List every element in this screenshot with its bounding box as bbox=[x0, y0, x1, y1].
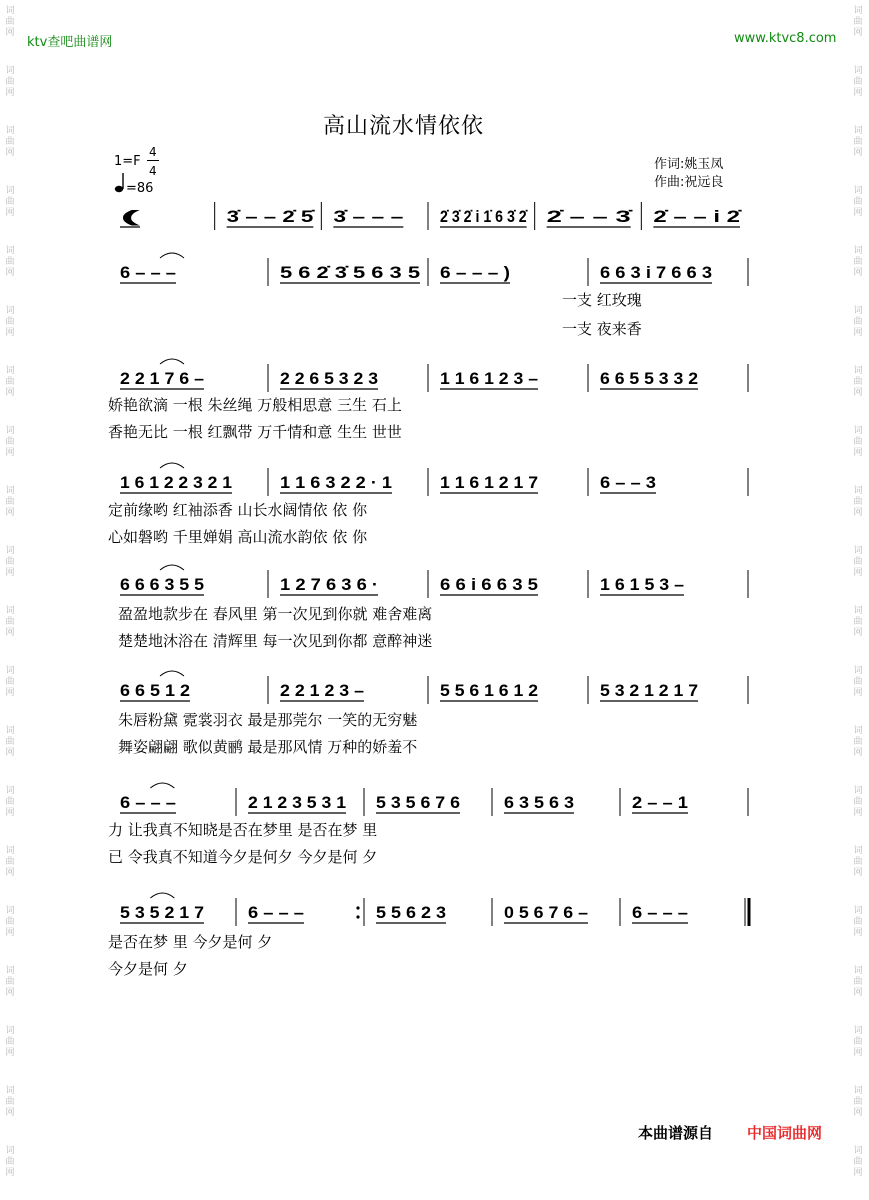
watermark-char: 曲 bbox=[853, 437, 863, 447]
watermark-char: 词 bbox=[853, 426, 863, 436]
watermark-char: 词 bbox=[5, 366, 15, 376]
watermark-char: 曲 bbox=[5, 17, 15, 27]
repeat-dot bbox=[356, 906, 359, 909]
slur bbox=[150, 893, 174, 898]
watermark-char: 网 bbox=[5, 1048, 15, 1058]
note-group: 1 1 6 3 2 2 · 1 bbox=[280, 473, 392, 492]
watermark-char: 网 bbox=[5, 88, 15, 98]
song-title: 高山流水情依依 bbox=[323, 114, 485, 139]
watermark-char: 词 bbox=[5, 6, 15, 16]
watermark-char: 曲 bbox=[5, 437, 15, 447]
note-group: 6 – – – bbox=[120, 793, 176, 812]
lyric-line-verse1: 朱唇粉黛 霓裳羽衣 最是那莞尔 一笑的无穷魅 bbox=[118, 711, 418, 729]
watermark-char: 词 bbox=[853, 1086, 863, 1096]
note-group: 5 5 6 2 3 bbox=[376, 903, 446, 922]
watermark-char: 曲 bbox=[853, 497, 863, 507]
watermark-char: 曲 bbox=[853, 257, 863, 267]
watermark-char: 曲 bbox=[5, 977, 15, 987]
watermark-char: 网 bbox=[5, 268, 15, 278]
lyric-line-verse2: 舞姿翩翩 歌似黄鹂 最是那风情 万种的娇羞不 bbox=[118, 738, 418, 756]
watermark-char: 词 bbox=[853, 366, 863, 376]
note-group: 2 2 1 2 3 – bbox=[280, 681, 364, 700]
lyric-line-verse2: 今夕是何 夕 bbox=[108, 960, 188, 978]
watermark-char: 曲 bbox=[5, 1037, 15, 1047]
watermark-char: 网 bbox=[5, 28, 15, 38]
note-group: 0 5 6 7 6 – bbox=[504, 903, 588, 922]
site-link-right[interactable]: www.ktvc8.com bbox=[734, 31, 837, 46]
watermark-char: 网 bbox=[5, 928, 15, 938]
note-group: 5 6 2̇ 3̇ 5 6 3 5 bbox=[280, 263, 420, 282]
lyric-line-verse1: 盈盈地款步在 春风里 第一次见到你就 难舍难离 bbox=[118, 605, 433, 623]
note-group: 6 6 i 6 6 3 5 bbox=[440, 575, 538, 594]
watermark-char: 网 bbox=[853, 88, 863, 98]
watermark-char: 网 bbox=[5, 808, 15, 818]
watermark-char: 曲 bbox=[853, 857, 863, 867]
note-group: 1 6 1 5 3 – bbox=[600, 575, 684, 594]
watermark-char: 词 bbox=[853, 726, 863, 736]
note-group: 6 6 6 3 5 5 bbox=[120, 575, 204, 594]
watermark-char: 网 bbox=[5, 388, 15, 398]
watermark-char: 网 bbox=[853, 148, 863, 158]
watermark-char: 网 bbox=[5, 568, 15, 578]
watermark-char: 网 bbox=[5, 328, 15, 338]
note-group: 5 3 2 1 2 1 7 bbox=[600, 681, 698, 700]
watermark-char: 网 bbox=[5, 628, 15, 638]
watermark-char: 曲 bbox=[853, 317, 863, 327]
watermark-char: 网 bbox=[5, 1168, 15, 1178]
time-signature-bottom: 4 bbox=[149, 164, 157, 178]
note-group: 5 5 6 1 6 1 2 bbox=[440, 681, 538, 700]
watermark-char: 网 bbox=[5, 988, 15, 998]
watermark-char: 网 bbox=[853, 1048, 863, 1058]
watermark-char: 网 bbox=[853, 508, 863, 518]
note-group: 2̇ – – 3̇ bbox=[546, 207, 634, 226]
watermark-char: 词 bbox=[5, 606, 15, 616]
slur bbox=[160, 359, 184, 364]
lyric-line-verse1: 力 让我真不知晓是否在梦里 是否在梦 里 bbox=[108, 821, 378, 839]
note-group: 1 6 1 2 2 3 2 1 bbox=[120, 473, 232, 492]
watermark-char: 网 bbox=[853, 388, 863, 398]
watermark-char: 曲 bbox=[853, 77, 863, 87]
watermark-char: 网 bbox=[853, 748, 863, 758]
watermark-char: 词 bbox=[853, 846, 863, 856]
watermark-char: 网 bbox=[853, 808, 863, 818]
lyric-line-verse2: 已 令我真不知道今夕是何夕 今夕是何 夕 bbox=[108, 848, 378, 866]
watermark-char: 词 bbox=[853, 6, 863, 16]
note-group: 2̇ 3̇ 2̇ i 1̇ 6 3̇ 2̇ bbox=[440, 207, 529, 226]
note-group: 2 1 2 3 5 3 1 bbox=[248, 793, 346, 812]
watermark-char: 词 bbox=[853, 246, 863, 256]
watermark-char: 网 bbox=[5, 208, 15, 218]
slur bbox=[150, 783, 174, 788]
note-group: 3̇ – – 2̇ 5̇ bbox=[226, 207, 316, 226]
note-group: 3̇ – – – bbox=[333, 207, 404, 226]
slur bbox=[160, 463, 184, 468]
watermark-char: 词 bbox=[5, 1086, 15, 1096]
site-link-left[interactable]: ktv查吧曲谱网 bbox=[27, 35, 113, 50]
watermark-char: 词 bbox=[853, 786, 863, 796]
watermark-char: 词 bbox=[853, 306, 863, 316]
watermark-char: 曲 bbox=[5, 497, 15, 507]
note-group: 5 3 5 2 1 7 bbox=[120, 903, 204, 922]
watermark-char: 词 bbox=[5, 1026, 15, 1036]
watermark-char: 网 bbox=[5, 508, 15, 518]
watermark-char: 网 bbox=[853, 928, 863, 938]
watermark-char: 词 bbox=[853, 486, 863, 496]
watermark-char: 词 bbox=[5, 66, 15, 76]
lyric-line-verse1: 一支 红玫瑰 bbox=[562, 291, 642, 309]
note-group: 6 6 5 1 2 bbox=[120, 681, 190, 700]
watermark-char: 词 bbox=[853, 1026, 863, 1036]
watermark-char: 曲 bbox=[853, 197, 863, 207]
watermark-char: 曲 bbox=[5, 797, 15, 807]
note-group: 2 – – 1 bbox=[632, 793, 688, 812]
watermark-char: 曲 bbox=[5, 77, 15, 87]
slur bbox=[160, 671, 184, 676]
watermark-char: 词 bbox=[5, 966, 15, 976]
watermark-char: 曲 bbox=[853, 557, 863, 567]
watermark-char: 网 bbox=[853, 868, 863, 878]
watermark-char: 网 bbox=[853, 688, 863, 698]
watermark-char: 网 bbox=[853, 568, 863, 578]
note-group: 6 3 5 6 3 bbox=[504, 793, 574, 812]
watermark-char: 网 bbox=[853, 28, 863, 38]
watermark-char: 词 bbox=[5, 846, 15, 856]
note-group: 6 – – – bbox=[248, 903, 304, 922]
watermark-char: 词 bbox=[853, 606, 863, 616]
note-group: 2̇ – – i 2̇ bbox=[653, 207, 743, 226]
lyric-line-verse2: 香艳无比 一根 红飘带 万千情和意 生生 世世 bbox=[108, 423, 402, 441]
watermark-char: 曲 bbox=[5, 137, 15, 147]
watermark-char: 词 bbox=[853, 546, 863, 556]
watermark-char: 曲 bbox=[5, 377, 15, 387]
lyricist: 作词:姚玉凤 bbox=[654, 157, 724, 172]
time-signature-top: 4 bbox=[149, 145, 157, 159]
key-signature: 1=F bbox=[114, 154, 141, 169]
note-group: ( bbox=[120, 207, 142, 226]
watermark-char: 曲 bbox=[5, 677, 15, 687]
slur bbox=[160, 565, 184, 570]
note-group: 6 6 5 5 3 3 2 bbox=[600, 369, 698, 388]
watermark-char: 词 bbox=[853, 1146, 863, 1156]
note-group: 5 3 5 6 7 6 bbox=[376, 793, 460, 812]
watermark-char: 网 bbox=[5, 448, 15, 458]
watermark-char: 曲 bbox=[853, 1097, 863, 1107]
watermark-char: 曲 bbox=[5, 557, 15, 567]
note-group: 6 6 3 i 7 6 6 3 bbox=[600, 263, 712, 282]
note-group: 6 – – 3 bbox=[600, 473, 656, 492]
watermark-char: 曲 bbox=[5, 1157, 15, 1167]
watermark-char: 网 bbox=[5, 1108, 15, 1118]
watermark-char: 网 bbox=[853, 268, 863, 278]
note-group: 6 – – – ) bbox=[440, 263, 510, 282]
watermark-char: 网 bbox=[853, 448, 863, 458]
tempo: =86 bbox=[126, 181, 154, 196]
watermark-char: 词 bbox=[5, 426, 15, 436]
watermark-char: 曲 bbox=[853, 677, 863, 687]
note-group: 6 – – – bbox=[632, 903, 688, 922]
watermark-char: 曲 bbox=[853, 917, 863, 927]
watermark-char: 曲 bbox=[5, 317, 15, 327]
watermark-char: 词 bbox=[5, 1146, 15, 1156]
watermark-char: 词 bbox=[5, 546, 15, 556]
note-group: 1 1 6 1 2 1 7 bbox=[440, 473, 538, 492]
slur bbox=[160, 253, 184, 258]
watermark-char: 曲 bbox=[5, 1097, 15, 1107]
watermark-char: 词 bbox=[5, 486, 15, 496]
watermark-char: 网 bbox=[853, 988, 863, 998]
note-group: 6 – – – bbox=[120, 263, 176, 282]
watermark-char: 词 bbox=[853, 666, 863, 676]
watermark-char: 曲 bbox=[853, 617, 863, 627]
lyric-line-verse2: 心如磐哟 千里婵娟 高山流水韵依 依 你 bbox=[108, 528, 368, 546]
watermark-char: 词 bbox=[853, 966, 863, 976]
lyric-line-verse1: 娇艳欲滴 一根 朱丝绳 万般相思意 三生 石上 bbox=[108, 396, 402, 414]
composer: 作曲:祝远良 bbox=[654, 175, 724, 190]
repeat-dot bbox=[356, 915, 359, 918]
watermark-char: 曲 bbox=[5, 257, 15, 267]
watermark-char: 词 bbox=[853, 186, 863, 196]
watermark-char: 词 bbox=[853, 66, 863, 76]
watermark-char: 曲 bbox=[5, 857, 15, 867]
watermark-char: 网 bbox=[5, 148, 15, 158]
watermark-char: 网 bbox=[853, 208, 863, 218]
watermark-char: 词 bbox=[5, 666, 15, 676]
watermark-char: 曲 bbox=[5, 617, 15, 627]
source-label: 本曲谱源自 bbox=[638, 1124, 714, 1142]
watermark-char: 曲 bbox=[853, 1037, 863, 1047]
watermark-char: 词 bbox=[5, 246, 15, 256]
watermark-char: 曲 bbox=[853, 977, 863, 987]
watermark-char: 词 bbox=[5, 726, 15, 736]
watermark-char: 曲 bbox=[853, 1157, 863, 1167]
watermark-char: 曲 bbox=[5, 737, 15, 747]
watermark-char: 网 bbox=[853, 328, 863, 338]
watermark-char: 曲 bbox=[853, 797, 863, 807]
watermark-char: 词 bbox=[853, 906, 863, 916]
note-group: 2 2 1 7 6 – bbox=[120, 369, 204, 388]
note-group: 1 1 6 1 2 3 – bbox=[440, 369, 538, 388]
lyric-line-verse1: 定前缘哟 红袖添香 山长水阔情依 依 你 bbox=[108, 501, 368, 519]
watermark-char: 曲 bbox=[853, 737, 863, 747]
watermark-char: 曲 bbox=[5, 197, 15, 207]
lyric-line-verse2: 一支 夜来香 bbox=[562, 320, 642, 338]
watermark-char: 网 bbox=[5, 748, 15, 758]
watermark-char: 词 bbox=[5, 306, 15, 316]
watermark-char: 曲 bbox=[853, 137, 863, 147]
watermark-char: 曲 bbox=[853, 17, 863, 27]
note-group: 1 2 7 6 3 6 · bbox=[280, 575, 378, 594]
watermark-char: 曲 bbox=[853, 377, 863, 387]
watermark-char: 网 bbox=[5, 868, 15, 878]
source-link[interactable]: 中国词曲网 bbox=[747, 1124, 823, 1142]
note-group: 2 2 6 5 3 2 3 bbox=[280, 369, 378, 388]
watermark-char: 词 bbox=[5, 186, 15, 196]
watermark-char: 网 bbox=[5, 688, 15, 698]
watermark-char: 词 bbox=[5, 906, 15, 916]
watermark-char: 曲 bbox=[5, 917, 15, 927]
watermark-char: 词 bbox=[5, 126, 15, 136]
lyric-line-verse1: 是否在梦 里 今夕是何 夕 bbox=[108, 933, 273, 951]
watermark-char: 网 bbox=[853, 1108, 863, 1118]
lyric-line-verse2: 楚楚地沐浴在 清辉里 每一次见到你都 意醉神迷 bbox=[118, 632, 433, 650]
watermark-char: 网 bbox=[853, 1168, 863, 1178]
watermark-char: 词 bbox=[5, 786, 15, 796]
watermark-char: 网 bbox=[853, 628, 863, 638]
watermark-char: 词 bbox=[853, 126, 863, 136]
